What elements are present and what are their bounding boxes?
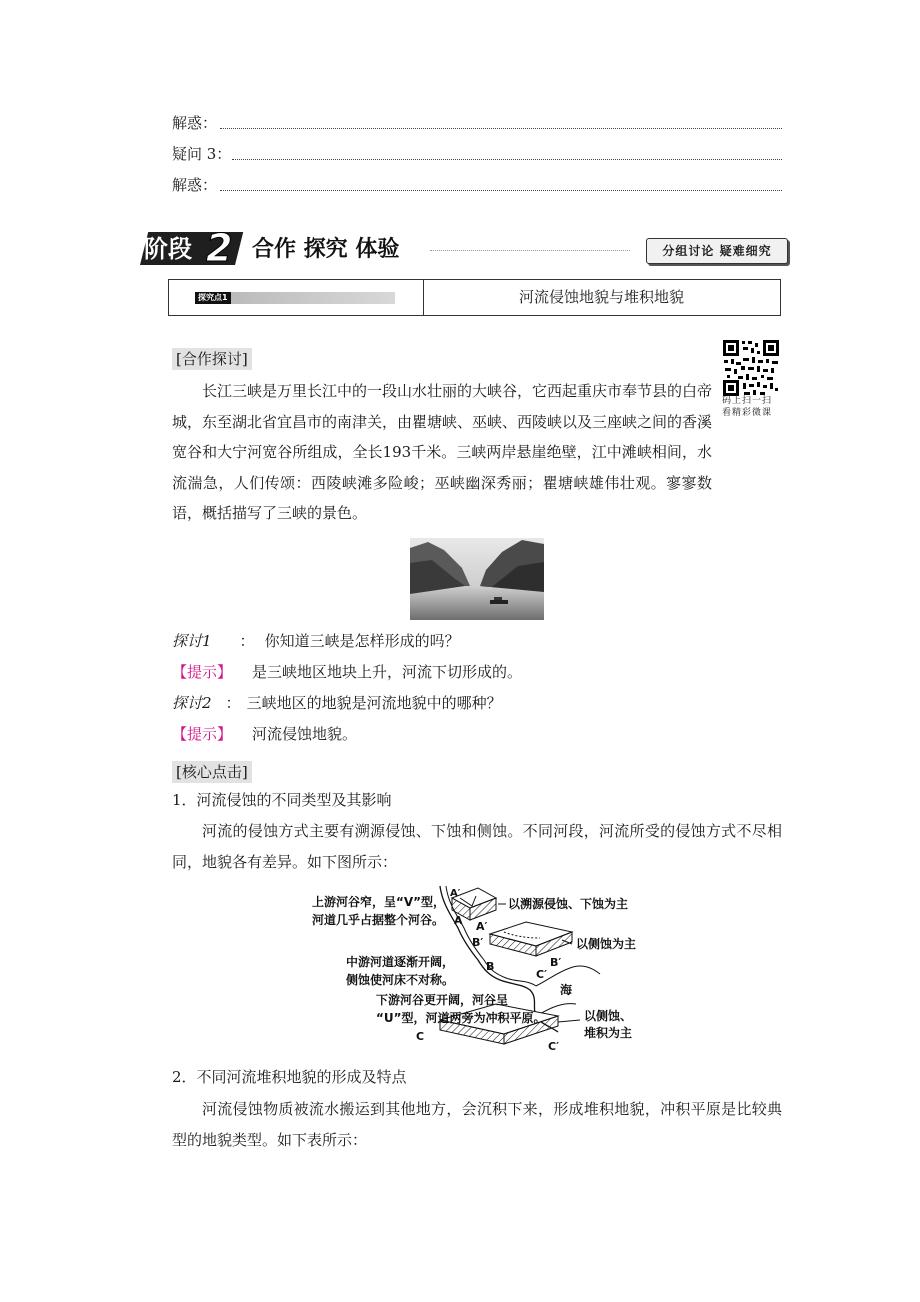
label-c-prime-top: C′ xyxy=(536,968,547,981)
upper-desc-2: 河道几乎占据整个河谷。 xyxy=(312,913,445,927)
middle-valley-block xyxy=(490,922,572,956)
right-low-2: 堆积为主 xyxy=(584,1026,633,1040)
discussion-2-question: 三峡地区的地貌是河流地貌中的哪种？ xyxy=(246,694,502,712)
label-b-prime-left: B′ xyxy=(472,936,484,949)
question-label-3: 疑问 3： xyxy=(172,145,232,163)
right-low-1: 以侧蚀、 xyxy=(584,1009,633,1023)
stage-title-main: 合作 探究 体验 xyxy=(252,237,400,262)
topic-title: 河流侵蚀地貌与堆积地貌 xyxy=(518,288,684,306)
answer-line-1[interactable] xyxy=(220,128,782,129)
river-erosion-diagram xyxy=(300,880,670,1058)
coop-heading-wrap xyxy=(172,348,252,370)
right-mid: 以侧蚀为主 xyxy=(576,937,637,951)
label-a: A xyxy=(454,914,463,927)
upper-desc-1: 上游河谷窄，呈“V”型， xyxy=(312,895,446,909)
stage-number: 2 xyxy=(206,226,233,270)
discussion-1-label: 探讨1 xyxy=(172,632,212,650)
hint-1-label: 【提示】 xyxy=(172,663,233,681)
core-item-2-paragraph: 河流侵蚀物质被流水搬运到其他地方，会沉积下来，形成堆积地貌，冲积平原是比较典型的地貌类型。如下表所示： xyxy=(172,1100,782,1149)
stage-tag-label: 分组讨论 疑难细究 xyxy=(662,244,772,258)
qr-caption-2: 看精彩微课 xyxy=(722,408,773,418)
core-item-1-title: 1．河流侵蚀的不同类型及其影响 xyxy=(172,791,392,809)
discussion-2-sep: ： xyxy=(225,694,241,712)
hint-1 xyxy=(172,657,522,687)
label-b: B xyxy=(486,960,495,973)
qr-code-icon xyxy=(722,339,780,397)
answer-label-2: 解惑： xyxy=(172,176,218,194)
hint-2-label: 【提示】 xyxy=(172,725,233,743)
label-c: C xyxy=(416,1030,425,1043)
low-desc-1: 下游河谷更开阔，河谷呈 xyxy=(376,993,509,1007)
discussion-1-sep: ： xyxy=(239,632,255,650)
qr-caption-1: 码上扫一扫 xyxy=(722,396,773,406)
core-heading: [核心点击] xyxy=(172,761,252,783)
topic-point-label: 探究点1 xyxy=(198,293,228,302)
topic-box xyxy=(168,279,781,316)
qr-code[interactable] xyxy=(722,339,780,397)
mid-desc-2: 侧蚀使河床不对称。 xyxy=(346,973,455,987)
answer-line-2[interactable] xyxy=(220,190,782,191)
coop-paragraph-a xyxy=(172,376,712,529)
leader-low xyxy=(558,1020,580,1022)
stage-title-left: 阶段 xyxy=(144,235,192,263)
label-a-prime-top: A′ xyxy=(450,888,461,899)
label-c-prime: C′ xyxy=(548,1040,559,1053)
stage-tag xyxy=(646,238,788,264)
core-item-1-paragraph: 河流的侵蚀方式主要有溯源侵蚀、下蚀和侧蚀。不同河段，河流所受的侵蚀方式不尽相同，地貌各有差异。如下图所示： xyxy=(172,822,782,871)
low-desc-2: “U”型，河道两旁为冲积平原。 xyxy=(376,1011,546,1025)
stage-banner xyxy=(140,226,788,270)
three-gorges-photo xyxy=(410,538,544,620)
core-heading-wrap xyxy=(172,761,252,783)
discussion-2-label: 探讨2 xyxy=(172,694,212,712)
sea-label: 海 xyxy=(560,983,573,997)
label-a-prime: A′ xyxy=(476,920,488,933)
label-b-prime: B′ xyxy=(550,956,562,969)
hint-2-text: 河流侵蚀地貌。 xyxy=(252,725,358,743)
discussion-2 xyxy=(172,688,502,718)
core-item-2-title: 2．不同河流堆积地貌的形成及特点 xyxy=(172,1068,407,1086)
hint-1-text: 是三峡地区地块上升，河流下切形成的。 xyxy=(252,663,523,681)
mid-desc-1: 中游河道逐渐开阔， xyxy=(346,955,455,969)
discussion-1 xyxy=(172,626,460,656)
right-upper: 以溯源侵蚀、下蚀为主 xyxy=(508,897,629,911)
discussion-1-question: 你知道三峡是怎样形成的吗？ xyxy=(264,632,460,650)
coop-text: 长江三峡是万里长江中的一段山水壮丽的大峡谷，它西起重庆市奉节县的白帝城，东至湖北省宜昌市的南津关，由瞿塘峡、巫峡、西陵峡以及三座峡之间的香溪宽谷和大宁河宽谷所组成，全长193千米。三峡两岸悬崖绝壁，江中滩峡相间，水流湍急，人们传颂：西陵峡滩多险峻；巫峡幽深秀丽；瞿塘峡雄伟壮观。寥寥数语，概括描写了三峡的景色。 xyxy=(172,382,713,522)
question-line-3[interactable] xyxy=(232,159,782,160)
hint-2 xyxy=(172,719,357,749)
answer-label-1: 解惑： xyxy=(172,114,218,132)
coop-heading: [合作探讨] xyxy=(172,348,252,370)
